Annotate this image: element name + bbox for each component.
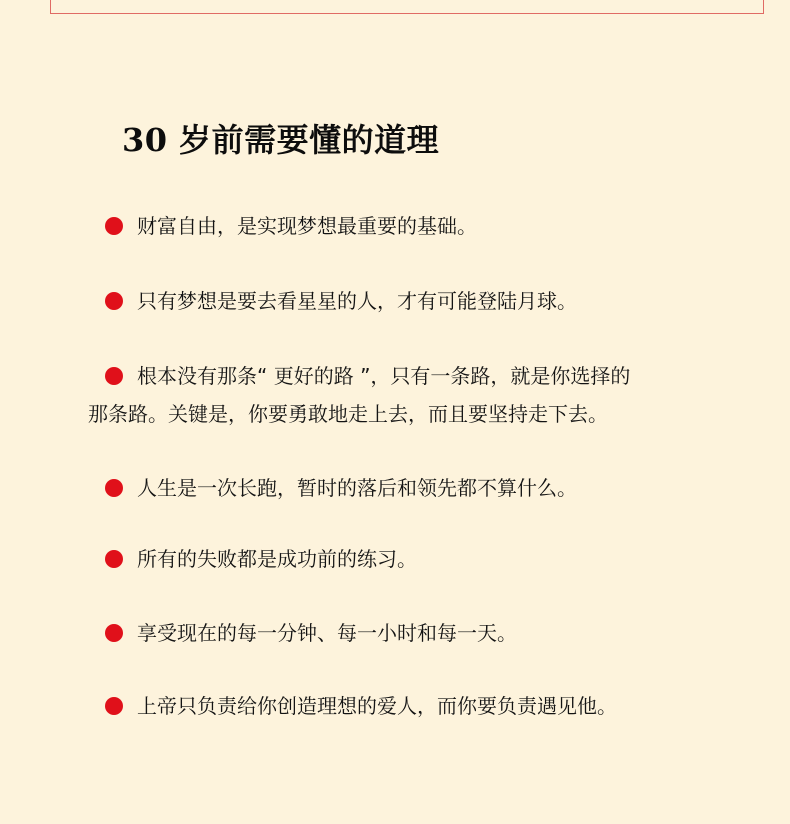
red-dot-icon (105, 624, 123, 642)
red-dot-icon (105, 697, 123, 715)
red-dot-icon (105, 550, 123, 568)
list-item-text: 根本没有那条“ 更好的路 ”，只有一条路，就是你选择的 (137, 364, 631, 388)
list-item-text: 享受现在的每一分钟、每一小时和每一天。 (137, 621, 517, 645)
list-item-text: 人生是一次长跑，暂时的落后和领先都不算什么。 (137, 476, 577, 500)
page-title: 30 岁前需要懂的道理 (122, 121, 440, 159)
list-item-text: 上帝只负责给你创造理想的爱人，而你要负责遇见他。 (137, 694, 617, 718)
list-item (88, 614, 728, 652)
list-item (88, 207, 728, 245)
list-item-text: 财富自由，是实现梦想最重要的基础。 (137, 214, 477, 238)
top-frame-border (50, 0, 764, 14)
list-item-text-continued: 那条路。关键是，你要勇敢地走上去，而且要坚持走下去。 (88, 402, 608, 426)
red-dot-icon (105, 367, 123, 385)
list-item (88, 282, 728, 320)
red-dot-icon (105, 217, 123, 235)
list-item (88, 687, 728, 725)
list-item (88, 540, 728, 578)
list-item-text: 只有梦想是要去看星星的人，才有可能登陆月球。 (137, 289, 577, 313)
red-dot-icon (105, 479, 123, 497)
list-item (88, 357, 728, 433)
list-item (88, 469, 728, 507)
red-dot-icon (105, 292, 123, 310)
list-item-text: 所有的失败都是成功前的练习。 (137, 547, 417, 571)
